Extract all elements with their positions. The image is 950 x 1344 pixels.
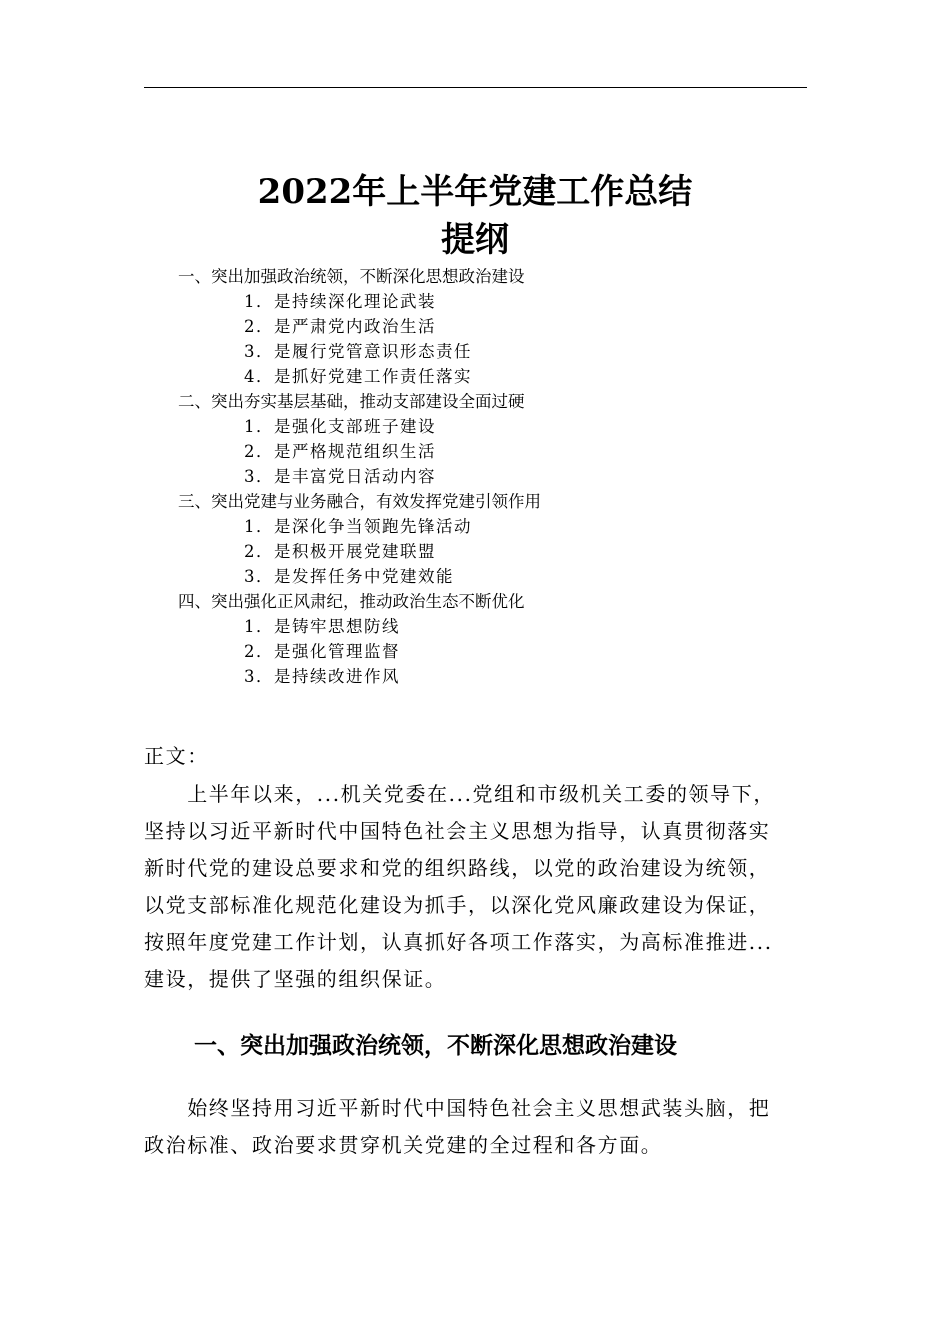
- paragraph-line: 始终坚持用习近平新时代中国特色社会主义思想武装头脑，把: [144, 1096, 771, 1120]
- outline-item: 3．是持续改进作风: [244, 667, 400, 686]
- section-heading-1: 一、突出加强政治统领，不断深化思想政治建设: [194, 1033, 677, 1059]
- paragraph-line: 上半年以来，...机关党委在...党组和市级机关工委的领导下，: [144, 782, 775, 806]
- outline-item: 4．是抓好党建工作责任落实: [244, 367, 472, 386]
- body-label: 正文：: [144, 744, 209, 768]
- paragraph-line: 以党支部标准化规范化建设为抓手，以深化党风廉政建设为保证，: [144, 893, 771, 917]
- outline-item: 1．是深化争当领跑先锋活动: [244, 517, 472, 536]
- outline-item: 2．是严肃党内政治生活: [244, 317, 436, 336]
- outline-item: 3．是履行党管意识形态责任: [244, 342, 472, 361]
- paragraph-line: 新时代党的建设总要求和党的组织路线，以党的政治建设为统领，: [144, 856, 771, 880]
- outline-item: 3．是发挥任务中党建效能: [244, 567, 454, 586]
- outline-heading-1: 一、突出加强政治统领，不断深化思想政治建设: [178, 267, 525, 286]
- outline-item: 2．是严格规范组织生活: [244, 442, 436, 461]
- paragraph-line: 政治标准、政治要求贯穿机关党建的全过程和各方面。: [144, 1133, 663, 1157]
- document-title: 2022年上半年党建工作总结: [257, 172, 693, 212]
- outline-item: 3．是丰富党日活动内容: [244, 467, 436, 486]
- document-subtitle: 提纲: [441, 220, 509, 260]
- paragraph-line: 建设，提供了坚强的组织保证。: [144, 967, 447, 991]
- paragraph-line: 按照年度党建工作计划，认真抓好各项工作落实，为高标准推进...: [144, 930, 773, 954]
- outline-item: 1．是铸牢思想防线: [244, 617, 400, 636]
- paragraph-line: 坚持以习近平新时代中国特色社会主义思想为指导，认真贯彻落实: [144, 819, 771, 843]
- header-rule: [144, 87, 807, 88]
- outline-item: 1．是强化支部班子建设: [244, 417, 436, 436]
- outline-heading-4: 四、突出强化正风肃纪，推动政治生态不断优化: [178, 592, 525, 611]
- outline-heading-2: 二、突出夯实基层基础，推动支部建设全面过硬: [178, 392, 525, 411]
- outline-item: 2．是积极开展党建联盟: [244, 542, 436, 561]
- outline-item: 1．是持续深化理论武装: [244, 292, 436, 311]
- outline-heading-3: 三、突出党建与业务融合，有效发挥党建引领作用: [178, 492, 541, 511]
- outline-item: 2．是强化管理监督: [244, 642, 400, 661]
